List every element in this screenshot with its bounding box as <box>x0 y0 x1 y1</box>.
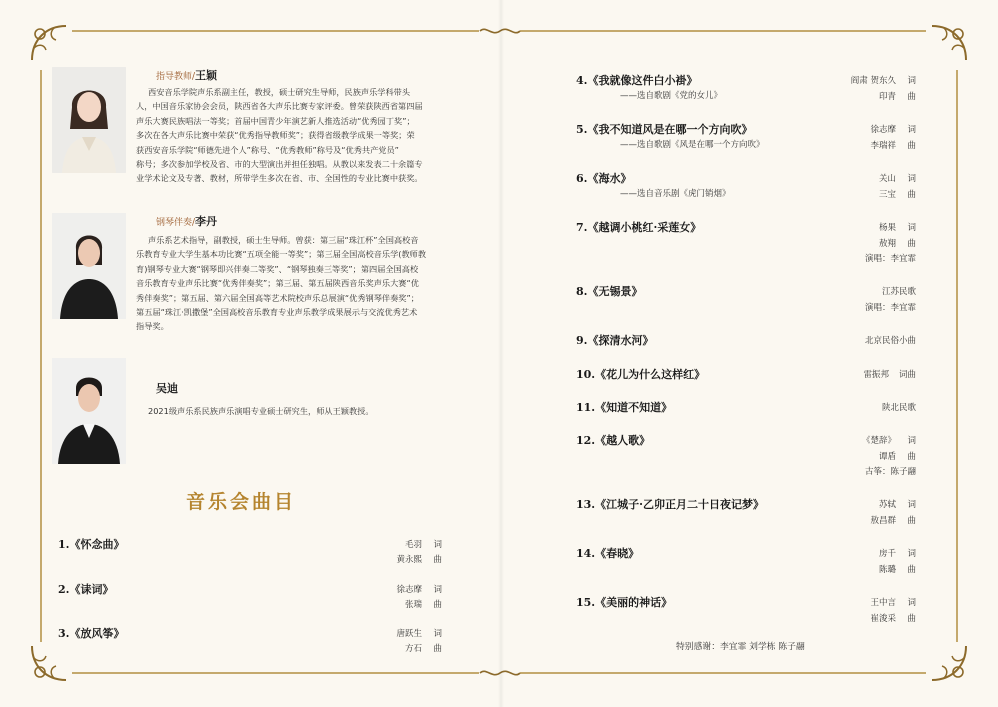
corner-ornament-icon <box>928 22 970 64</box>
program-credit: 唐跃生 词 <box>396 629 442 639</box>
program-item-title: 4.《我就像这件白小褂》 <box>576 74 698 87</box>
program-item-source: ——选自音乐剧《虎门销烟》 <box>620 189 731 199</box>
frame-top-right-line <box>520 30 926 32</box>
program-credit: 崔浚采 曲 <box>870 613 916 624</box>
program-credit: 雷振邦 词曲 <box>863 370 916 380</box>
corner-ornament-icon <box>928 642 970 684</box>
program-item-title: 13.《江城子·乙卯正月二十日夜记梦》 <box>576 498 764 511</box>
bio-line: 2021级声乐系民族声乐演唱专业硕士研究生，师从王颖教授。 <box>148 406 374 416</box>
program-item-source: ——选自歌剧《党的女儿》 <box>620 91 723 101</box>
program-credit: 关山 词 <box>878 174 916 184</box>
bio-name-wu-di <box>156 380 178 396</box>
bio-line: 人，中国音乐家协会会员，陕西省各大声乐比赛专家评委。曾荣获陕西省第四届 <box>136 101 423 112</box>
bio-text-wang-ying <box>136 85 434 186</box>
program-item-title: 8.《无锡景》 <box>576 285 643 298</box>
frame-top-left-line <box>72 30 479 32</box>
bio-line: 指导奖。 <box>136 321 169 332</box>
program-credit: 方石 曲 <box>404 644 442 654</box>
program-credit: 阎肃 贺东久 词 <box>850 76 916 86</box>
program-credit: 杨果 词 <box>878 223 916 233</box>
program-item-source: ——选自歌剧《风是在哪一个方向吹》 <box>620 140 765 150</box>
program-credit: 黄永熙 曲 <box>396 555 442 565</box>
program-credit: 李瑞祥 曲 <box>870 140 916 151</box>
bio-line: 乐教育专业大学生基本功比赛“五项全能一等奖”；第三届全国高校音乐学(教师教 <box>136 249 427 260</box>
bio-line: 声乐系艺术指导，副教授，硕士生导师。曾获：第三届“珠江杯”全国高校音 <box>148 235 419 245</box>
program-credit: 《楚辞》 词 <box>861 436 916 446</box>
bio-text-wu-di <box>136 404 436 418</box>
corner-ornament-icon <box>28 642 70 684</box>
portrait-photo-wang-ying <box>52 67 126 173</box>
program-item-title: 14.《春晓》 <box>576 547 640 560</box>
bio-line: 业学术论文及专著、教材，所带学生多次在省、市、全国性的专业比赛中获奖。 <box>136 173 423 184</box>
bio-role: 钢琴伴奏/ <box>156 218 196 228</box>
bio-text-li-dan <box>136 233 434 334</box>
program-item-title: 6.《海水》 <box>576 172 632 185</box>
program-credit: 演唱：李宜霏 <box>864 254 916 264</box>
bio-line: 称号；多次参加学校及省、市的大型演出并担任独唱。从教以来发表二十余篇专 <box>136 159 423 170</box>
bio-name-wang-ying <box>156 67 217 83</box>
bio-role: 指导教师/ <box>156 72 196 82</box>
program-credit: 陈璐 曲 <box>878 564 916 575</box>
program-credit: 徐志摩 词 <box>396 585 442 595</box>
bio-line: 声乐大赛民族唱法一等奖；首届中国青少年演艺新人推选活动“优秀园丁奖”； <box>136 115 415 126</box>
program-credit: 北京民俗小曲 <box>864 336 916 346</box>
program-credit: 敖翔 曲 <box>878 238 916 249</box>
program-credit: 张瑞 曲 <box>404 600 442 610</box>
bio-name-text: 吴迪 <box>156 382 178 395</box>
program-credit: 苏轼 词 <box>878 500 916 510</box>
program-credit: 王中言 词 <box>870 598 916 608</box>
program-item-title: 10.《花儿为什么这样红》 <box>576 368 706 381</box>
program-item-title: 3.《放风筝》 <box>58 627 125 640</box>
program-credit: 徐志摩 词 <box>870 125 916 135</box>
program-credit: 房千 词 <box>878 549 916 559</box>
corner-ornament-icon <box>28 22 70 64</box>
program-item-title: 9.《探清水河》 <box>576 334 654 347</box>
frame-bottom-left-line <box>72 672 479 674</box>
bio-line: 西安音乐学院声乐系副主任，教授，硕士研究生导师，民族声乐学科带头 <box>148 87 411 97</box>
program-item-title: 2.《诔词》 <box>58 583 114 596</box>
bio-line: 秀伴奏奖”；第五届、第六届全国高等艺术院校声乐总展演“优秀钢琴伴奏奖”； <box>136 292 419 303</box>
bio-line: 音乐教育专业声乐比赛“优秀伴奏奖”；第三届、第五届陕西音乐奖声乐大赛“优 <box>136 278 419 289</box>
program-credit: 毛羽 词 <box>404 540 442 550</box>
program-credit: 三宝 曲 <box>878 189 916 200</box>
frame-left-line <box>40 70 42 642</box>
program-item-title: 7.《越调小桃红·采莲女》 <box>576 221 702 234</box>
bio-name-text: 李丹 <box>195 215 218 228</box>
frame-bottom-right-line <box>520 672 926 674</box>
bio-name-text: 王颖 <box>195 69 218 82</box>
frame-right-line <box>956 70 958 642</box>
bio-line: 育)钢琴专业大赛“钢琴即兴伴奏二等奖”、“钢琴独奏三等奖”；第四届全国高校 <box>136 263 419 274</box>
program-item-title: 5.《我不知道风是在哪一个方向吹》 <box>576 123 753 136</box>
bio-line: 多次在各大声乐比赛中荣获“优秀指导教师奖”；获得省级教学成果一等奖；荣 <box>136 130 415 141</box>
special-thanks: 特别感谢：李宜霏 刘学栋 陈子翮 <box>676 642 805 652</box>
program-credit: 印青 曲 <box>878 91 916 102</box>
program-item-title: 12.《越人歌》 <box>576 434 651 447</box>
program-title: 音乐会曲目 <box>186 491 297 513</box>
page-fold <box>498 0 504 707</box>
program-item-title: 11.《知道不知道》 <box>576 401 673 414</box>
program-credit: 陕北民歌 <box>881 403 916 413</box>
program-item-title: 1.《怀念曲》 <box>58 538 125 551</box>
portrait-photo-wu-di <box>52 358 126 464</box>
program-credit: 江苏民歌 <box>881 287 916 297</box>
program-item-title: 15.《美丽的神话》 <box>576 596 673 609</box>
program-credit: 敖昌群 曲 <box>870 515 916 526</box>
program-credit: 古筝：陈子翮 <box>864 467 916 477</box>
bio-line: 第五届“珠江·凯撒堡”全国高校音乐教育专业声乐教学成果展示与交流优秀艺术 <box>136 307 418 318</box>
program-credit: 演唱：李宜霏 <box>864 302 916 313</box>
program-credit: 谭盾 曲 <box>878 451 916 462</box>
bio-line: 获西安音乐学院“师德先进个人”称号、“优秀教师”称号及“优秀共产党员” <box>136 144 399 155</box>
portrait-photo-li-dan <box>52 213 126 319</box>
bio-name-li-dan <box>156 213 217 229</box>
